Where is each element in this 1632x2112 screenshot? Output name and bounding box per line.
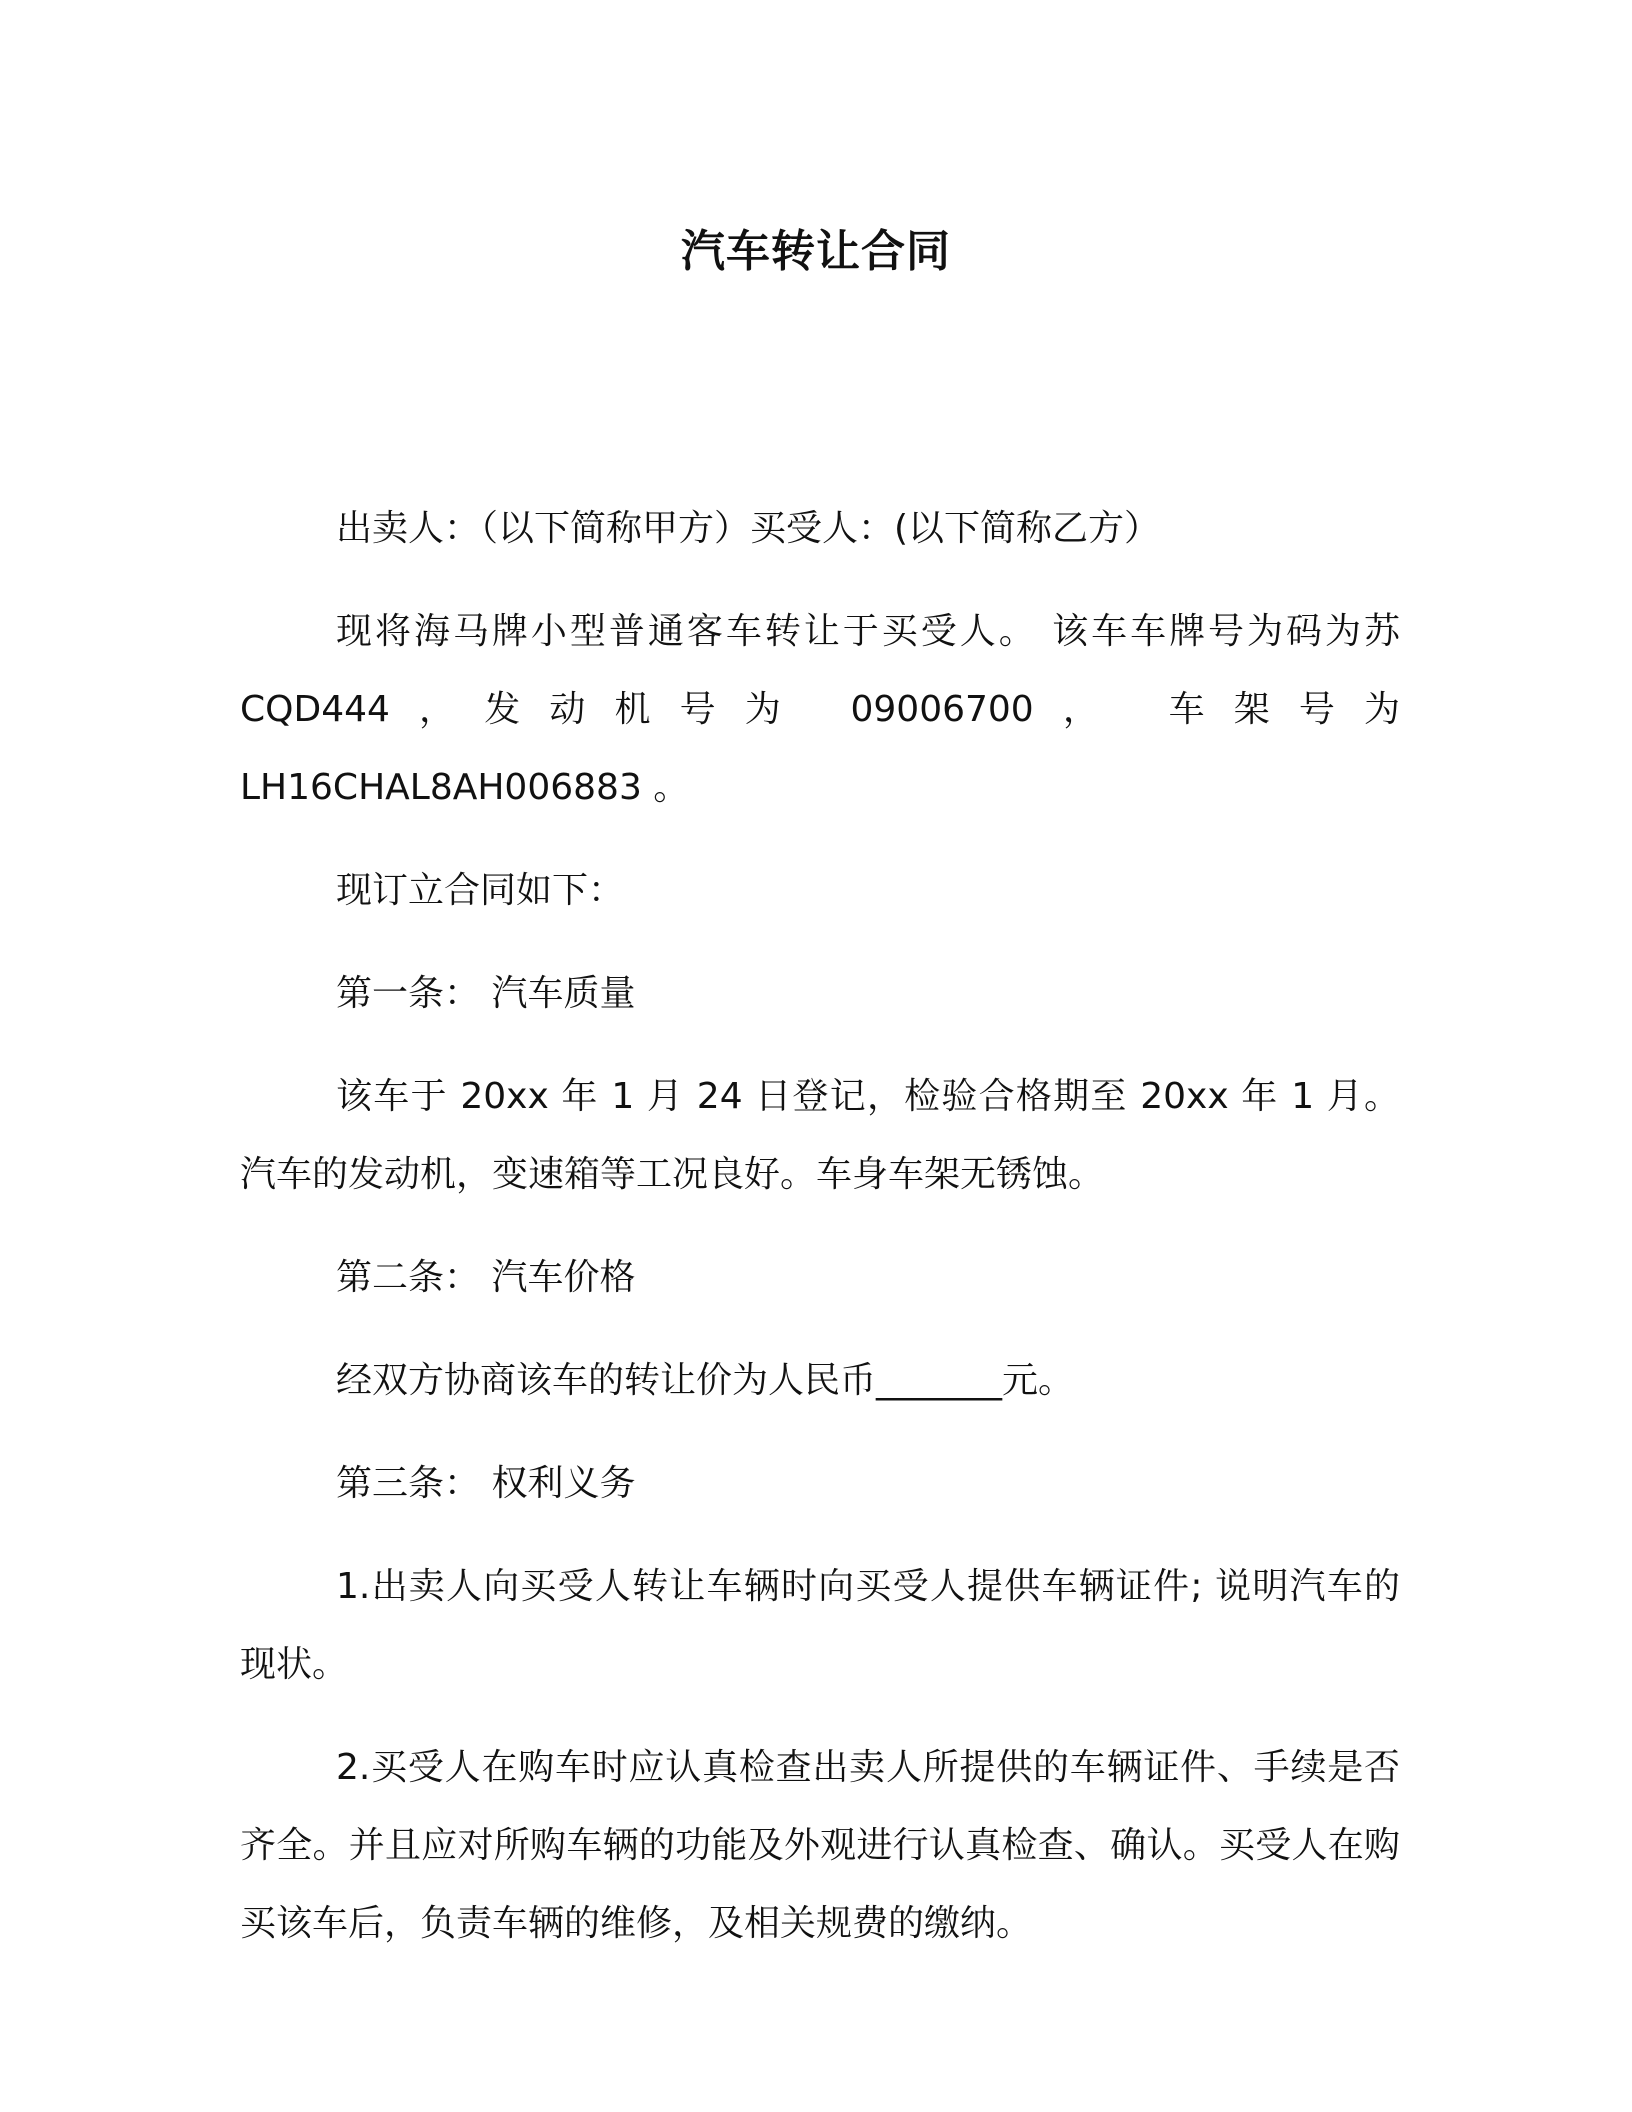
article-1-text: 该车于 20xx 年 1 月 24 日登记，检验合格期至 20xx 年 1 月。汽车的发动机，变速箱等工况良好。车身车架无锈蚀。	[240, 1076, 1400, 1195]
article-3-clause-2: 2.买受人在购车时应认真检查出卖人所提供的车辆证件、手续是否齐全。并且应对所购车辆的功能及外观进行认真检查、确认。买受人在购买该车后，负责车辆的维修，及相关规费的缴纳。	[240, 1747, 1400, 1944]
document-title: 汽车转让合同	[681, 226, 951, 277]
article-2-text: 经双方协商该车的转让价为人民币_______元。	[336, 1360, 1075, 1401]
parties-paragraph: 出卖人：（以下简称甲方）买受人：(以下简称乙方）	[336, 508, 1161, 549]
contract-intro-paragraph: 现订立合同如下：	[336, 870, 625, 911]
document-body	[240, 490, 1400, 1988]
article-2-heading: 第二条： 汽车价格	[336, 1257, 636, 1298]
article-3-heading: 第三条： 权利义务	[336, 1463, 636, 1504]
article-3-clause-1: 1.出卖人向买受人转让车辆时向买受人提供车辆证件; 说明汽车的现状。	[240, 1566, 1400, 1685]
vehicle-info-paragraph: 现将海马牌小型普通客车转让于买受人。 该车车牌号为码为苏 CQD444，发动机号为 09006700， 车架号为 LH16CHAL8AH006883 。	[240, 611, 1400, 808]
article-1-heading: 第一条： 汽车质量	[336, 973, 636, 1014]
